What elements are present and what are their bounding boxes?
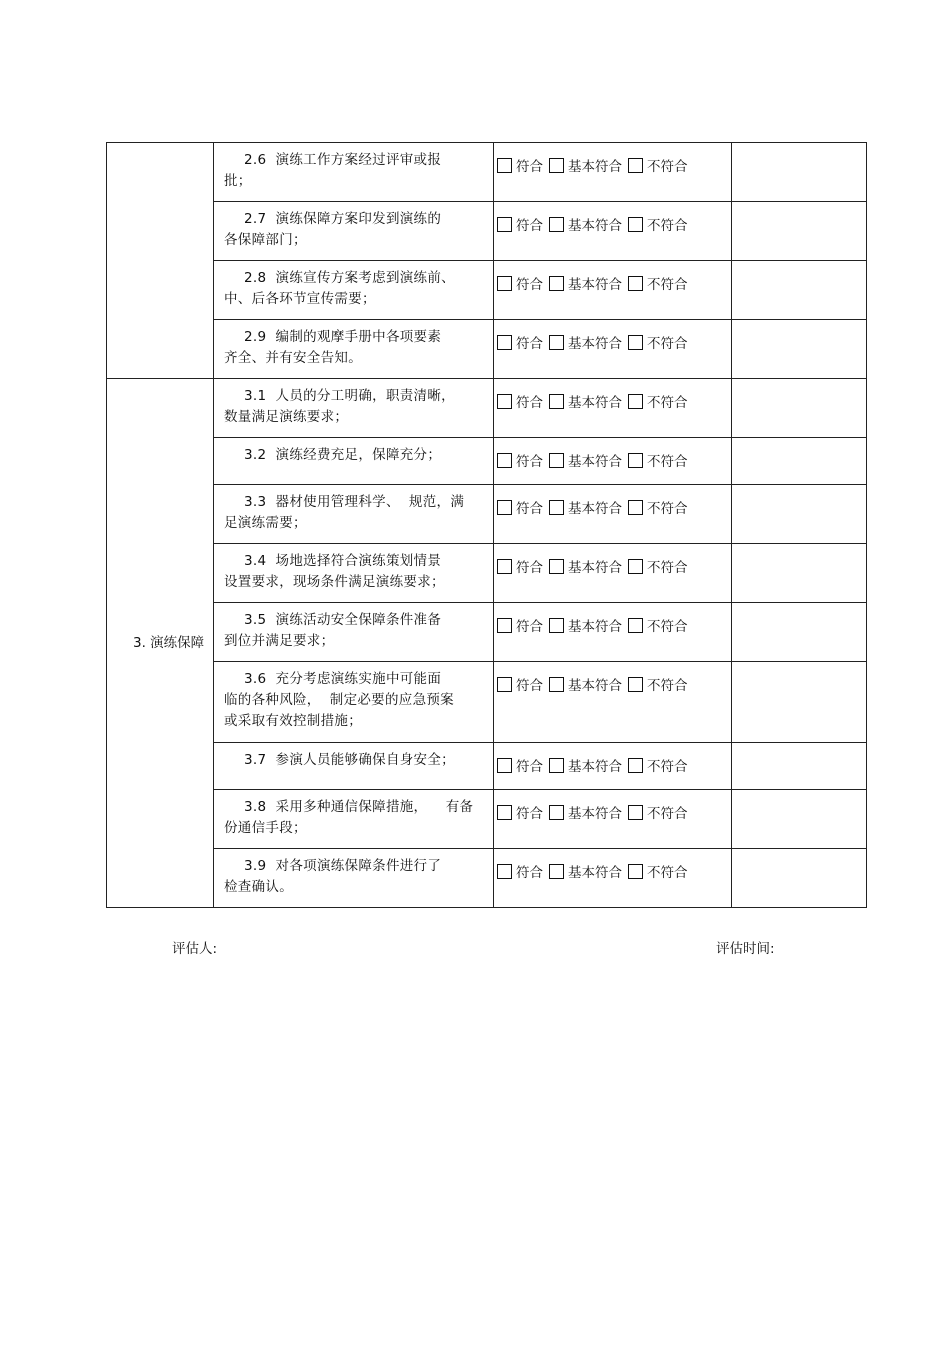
- item-cell: [214, 379, 494, 438]
- option-group: [494, 379, 731, 411]
- option-label-basic-conform: 基本符合: [568, 619, 622, 635]
- option-conform[interactable]: [497, 497, 543, 517]
- checkbox-conform[interactable]: [497, 158, 512, 173]
- option-basic-conform[interactable]: [549, 556, 622, 576]
- option-conform[interactable]: [497, 332, 543, 352]
- option-nonconform[interactable]: [628, 556, 688, 576]
- item-cell: [214, 438, 494, 485]
- item-text: 3.3 器材使用管理科学、 规范，满 足演练需要；: [224, 494, 465, 531]
- remark-cell: [732, 743, 867, 790]
- option-conform[interactable]: [497, 450, 543, 470]
- option-nonconform[interactable]: [628, 273, 688, 293]
- option-group: [494, 603, 731, 635]
- checkbox-nonconform[interactable]: [628, 394, 643, 409]
- item-text: 3.1 人员的分工明确，职责清晰， 数量满足演练要求；: [224, 388, 455, 425]
- evaluator-label: 评估人:: [172, 941, 218, 957]
- item-text: 3.4 场地选择符合演练策划情景 设置要求，现场条件满足演练要求；: [224, 553, 445, 590]
- item-text: 3.2 演练经费充足，保障充分；: [244, 447, 442, 463]
- option-label-conform: 符合: [516, 560, 543, 576]
- option-label-basic-conform: 基本符合: [568, 865, 622, 881]
- item-cell: [214, 143, 494, 202]
- option-label-conform: 符合: [516, 218, 543, 234]
- table-row: [107, 544, 867, 603]
- checkbox-basic-conform[interactable]: [549, 500, 564, 515]
- item-cell: [214, 849, 494, 908]
- checkbox-basic-conform[interactable]: [549, 758, 564, 773]
- option-basic-conform[interactable]: [549, 861, 622, 881]
- option-label-basic-conform: 基本符合: [568, 678, 622, 694]
- item-cell: [214, 790, 494, 849]
- options-cell: [494, 485, 732, 544]
- checkbox-conform[interactable]: [497, 500, 512, 515]
- checkbox-basic-conform[interactable]: [549, 618, 564, 633]
- item-text: 3.8 采用多种通信保障措施， 有备 份通信手段；: [224, 799, 474, 836]
- option-label-conform: 符合: [516, 619, 543, 635]
- options-cell: [494, 743, 732, 790]
- table-row: [107, 743, 867, 790]
- options-cell: [494, 261, 732, 320]
- checkbox-basic-conform[interactable]: [549, 805, 564, 820]
- option-label-conform: 符合: [516, 759, 543, 775]
- options-cell: [494, 544, 732, 603]
- option-conform[interactable]: [497, 755, 543, 775]
- option-label-nonconform: 不符合: [647, 759, 688, 775]
- table-row: [107, 485, 867, 544]
- remark-cell: [732, 485, 867, 544]
- option-basic-conform[interactable]: [549, 273, 622, 293]
- option-label-nonconform: 不符合: [647, 619, 688, 635]
- option-label-conform: 符合: [516, 159, 543, 175]
- category-cell-3: [107, 379, 214, 908]
- option-group: [494, 485, 731, 517]
- item-text: 3.7 参演人员能够确保自身安全；: [244, 752, 455, 768]
- table-row: [107, 320, 867, 379]
- option-label-basic-conform: 基本符合: [568, 454, 622, 470]
- checkbox-conform[interactable]: [497, 618, 512, 633]
- option-label-basic-conform: 基本符合: [568, 277, 622, 293]
- option-label-nonconform: 不符合: [647, 560, 688, 576]
- option-conform[interactable]: [497, 674, 543, 694]
- options-cell: [494, 143, 732, 202]
- options-cell: [494, 849, 732, 908]
- option-group: [494, 662, 731, 694]
- option-label-basic-conform: 基本符合: [568, 395, 622, 411]
- option-nonconform[interactable]: [628, 802, 688, 822]
- table-row: [107, 790, 867, 849]
- options-cell: [494, 202, 732, 261]
- options-cell: [494, 662, 732, 743]
- remark-cell: [732, 202, 867, 261]
- option-group: [494, 438, 731, 470]
- option-nonconform[interactable]: [628, 861, 688, 881]
- option-label-nonconform: 不符合: [647, 277, 688, 293]
- option-conform[interactable]: [497, 556, 543, 576]
- checkbox-nonconform[interactable]: [628, 559, 643, 574]
- table-row: [107, 261, 867, 320]
- option-group: [494, 202, 731, 234]
- item-cell: [214, 544, 494, 603]
- options-cell: [494, 320, 732, 379]
- option-nonconform[interactable]: [628, 450, 688, 470]
- option-conform[interactable]: [497, 802, 543, 822]
- option-label-conform: 符合: [516, 678, 543, 694]
- checkbox-nonconform[interactable]: [628, 864, 643, 879]
- checkbox-conform[interactable]: [497, 559, 512, 574]
- item-cell: [214, 320, 494, 379]
- item-text: 3.6 充分考虑演练实施中可能面 临的各种风险， 制定必要的应急预案 或采取有效控制措施；: [224, 671, 454, 729]
- option-conform[interactable]: [497, 214, 543, 234]
- options-cell: [494, 438, 732, 485]
- item-cell: [214, 662, 494, 743]
- checkbox-basic-conform[interactable]: [549, 677, 564, 692]
- option-label-nonconform: 不符合: [647, 678, 688, 694]
- item-cell: [214, 202, 494, 261]
- checkbox-basic-conform[interactable]: [549, 335, 564, 350]
- checkbox-basic-conform[interactable]: [549, 217, 564, 232]
- option-conform[interactable]: [497, 155, 543, 175]
- checkbox-basic-conform[interactable]: [549, 394, 564, 409]
- option-label-nonconform: 不符合: [647, 501, 688, 517]
- checkbox-nonconform[interactable]: [628, 677, 643, 692]
- checkbox-conform[interactable]: [497, 276, 512, 291]
- option-label-conform: 符合: [516, 277, 543, 293]
- item-cell: [214, 261, 494, 320]
- checkbox-conform[interactable]: [497, 335, 512, 350]
- checkbox-nonconform[interactable]: [628, 453, 643, 468]
- remark-cell: [732, 790, 867, 849]
- option-label-conform: 符合: [516, 501, 543, 517]
- checkbox-conform[interactable]: [497, 864, 512, 879]
- option-label-nonconform: 不符合: [647, 218, 688, 234]
- option-conform[interactable]: [497, 273, 543, 293]
- item-text: 2.6 演练工作方案经过评审或报 批；: [224, 152, 442, 189]
- item-cell: [214, 603, 494, 662]
- item-text: 3.9 对各项演练保障条件进行了 检查确认。: [224, 858, 442, 895]
- table-row: [107, 849, 867, 908]
- item-text: 2.9 编制的观摩手册中各项要素 齐全、并有安全告知。: [224, 329, 442, 366]
- evaluation-table: [106, 142, 867, 908]
- option-basic-conform[interactable]: [549, 450, 622, 470]
- option-group: [494, 544, 731, 576]
- option-nonconform[interactable]: [628, 497, 688, 517]
- option-nonconform[interactable]: [628, 391, 688, 411]
- option-basic-conform[interactable]: [549, 615, 622, 635]
- remark-cell: [732, 603, 867, 662]
- option-nonconform[interactable]: [628, 755, 688, 775]
- checkbox-nonconform[interactable]: [628, 758, 643, 773]
- options-cell: [494, 790, 732, 849]
- table-row: [107, 379, 867, 438]
- option-label-conform: 符合: [516, 336, 543, 352]
- checkbox-conform[interactable]: [497, 805, 512, 820]
- option-label-nonconform: 不符合: [647, 806, 688, 822]
- checkbox-nonconform[interactable]: [628, 500, 643, 515]
- option-nonconform[interactable]: [628, 155, 688, 175]
- option-label-conform: 符合: [516, 454, 543, 470]
- table-row: [107, 143, 867, 202]
- option-basic-conform[interactable]: [549, 332, 622, 352]
- option-group: [494, 790, 731, 822]
- category-label: 3. 演练保障: [133, 635, 205, 651]
- item-cell: [214, 485, 494, 544]
- option-nonconform[interactable]: [628, 615, 688, 635]
- category-cell-2: [107, 143, 214, 379]
- option-basic-conform[interactable]: [549, 391, 622, 411]
- option-label-basic-conform: 基本符合: [568, 218, 622, 234]
- option-label-basic-conform: 基本符合: [568, 159, 622, 175]
- option-label-nonconform: 不符合: [647, 865, 688, 881]
- table-row: [107, 202, 867, 261]
- option-group: [494, 320, 731, 352]
- checkbox-basic-conform[interactable]: [549, 864, 564, 879]
- option-label-nonconform: 不符合: [647, 395, 688, 411]
- checkbox-conform[interactable]: [497, 453, 512, 468]
- option-label-conform: 符合: [516, 806, 543, 822]
- option-label-basic-conform: 基本符合: [568, 806, 622, 822]
- table-row: [107, 438, 867, 485]
- option-group: [494, 849, 731, 881]
- option-basic-conform[interactable]: [549, 155, 622, 175]
- option-conform[interactable]: [497, 861, 543, 881]
- option-label-basic-conform: 基本符合: [568, 336, 622, 352]
- option-basic-conform[interactable]: [549, 497, 622, 517]
- checkbox-conform[interactable]: [497, 217, 512, 232]
- checkbox-conform[interactable]: [497, 394, 512, 409]
- option-conform[interactable]: [497, 615, 543, 635]
- option-group: [494, 261, 731, 293]
- option-basic-conform[interactable]: [549, 755, 622, 775]
- checkbox-nonconform[interactable]: [628, 158, 643, 173]
- option-conform[interactable]: [497, 391, 543, 411]
- remark-cell: [732, 438, 867, 485]
- checkbox-basic-conform[interactable]: [549, 276, 564, 291]
- option-basic-conform[interactable]: [549, 802, 622, 822]
- option-label-nonconform: 不符合: [647, 454, 688, 470]
- item-text: 2.8 演练宣传方案考虑到演练前、 中、后各环节宣传需要；: [224, 270, 455, 307]
- remark-cell: [732, 379, 867, 438]
- item-text: 3.5 演练活动安全保障条件准备 到位并满足要求；: [224, 612, 442, 649]
- option-label-nonconform: 不符合: [647, 159, 688, 175]
- checkbox-basic-conform[interactable]: [549, 453, 564, 468]
- option-group: [494, 743, 731, 775]
- option-label-basic-conform: 基本符合: [568, 501, 622, 517]
- option-group: [494, 143, 731, 175]
- option-nonconform[interactable]: [628, 674, 688, 694]
- checkbox-conform[interactable]: [497, 677, 512, 692]
- remark-cell: [732, 143, 867, 202]
- remark-cell: [732, 320, 867, 379]
- remark-cell: [732, 849, 867, 908]
- option-label-conform: 符合: [516, 395, 543, 411]
- option-label-basic-conform: 基本符合: [568, 560, 622, 576]
- remark-cell: [732, 544, 867, 603]
- checkbox-nonconform[interactable]: [628, 335, 643, 350]
- table-row: [107, 662, 867, 743]
- options-cell: [494, 379, 732, 438]
- option-label-conform: 符合: [516, 865, 543, 881]
- options-cell: [494, 603, 732, 662]
- checkbox-basic-conform[interactable]: [549, 559, 564, 574]
- option-basic-conform[interactable]: [549, 214, 622, 234]
- option-label-nonconform: 不符合: [647, 336, 688, 352]
- item-cell: [214, 743, 494, 790]
- checkbox-basic-conform[interactable]: [549, 158, 564, 173]
- remark-cell: [732, 662, 867, 743]
- option-nonconform[interactable]: [628, 332, 688, 352]
- item-text: 2.7 演练保障方案印发到演练的 各保障部门；: [224, 211, 442, 248]
- checkbox-nonconform[interactable]: [628, 805, 643, 820]
- remark-cell: [732, 261, 867, 320]
- checkbox-nonconform[interactable]: [628, 618, 643, 633]
- evaluation-time-label: 评估时间:: [716, 941, 775, 957]
- checkbox-conform[interactable]: [497, 758, 512, 773]
- table-row: [107, 603, 867, 662]
- checkbox-nonconform[interactable]: [628, 217, 643, 232]
- option-basic-conform[interactable]: [549, 674, 622, 694]
- option-nonconform[interactable]: [628, 214, 688, 234]
- option-label-basic-conform: 基本符合: [568, 759, 622, 775]
- checkbox-nonconform[interactable]: [628, 276, 643, 291]
